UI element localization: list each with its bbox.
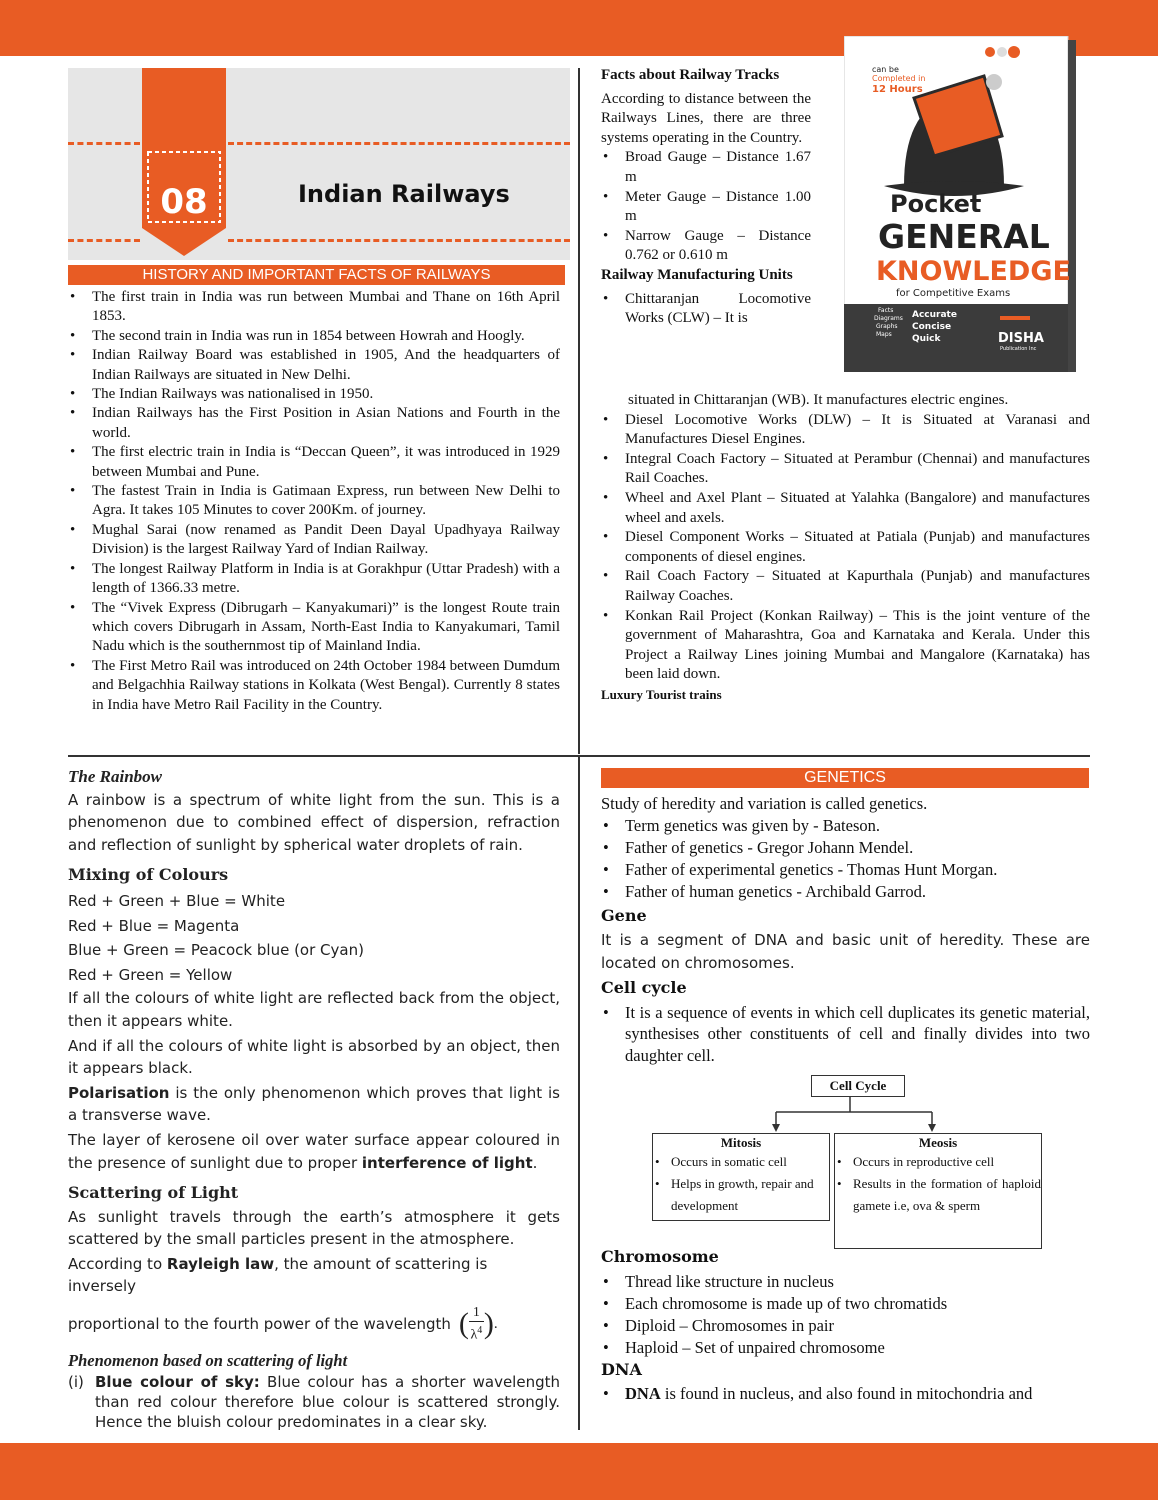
meosis-list bbox=[835, 1151, 1041, 1217]
mitosis-list bbox=[653, 1151, 829, 1217]
column-divider-top bbox=[578, 68, 580, 754]
tracks-section bbox=[601, 66, 811, 329]
cell-heading: Cell cycle bbox=[601, 977, 687, 997]
list-item: • The first electric train in India is “Deccan Queen”, it was introduced in 1929 between Mumbai and Pune. bbox=[68, 443, 560, 482]
kerosene-desc: The layer of kerosene oil over water surface appear coloured in the presence of sunlight due to proper bbox=[68, 1130, 560, 1172]
tracks-heading: Facts about Railway Tracks bbox=[601, 67, 780, 83]
list-item: • The longest Railway Platform in India is at Gorakhpur (Uttar Pradesh) with a length of 1366.33 metre. bbox=[68, 560, 560, 599]
genetics-list bbox=[601, 815, 1090, 903]
list-item: • Helps in growth, repair and development bbox=[653, 1173, 829, 1217]
manufacturing-heading: Railway Manufacturing Units bbox=[601, 266, 793, 283]
polarisation-desc: is the only phenomenon which proves that light is a transverse wave. bbox=[68, 1083, 560, 1125]
manufacturing-first-cont: situated in Chittaranjan (WB). It manufactures electric engines. bbox=[628, 392, 1009, 408]
manufacturing-first bbox=[601, 290, 811, 329]
rayleigh-a: According to bbox=[68, 1254, 167, 1273]
mix-line: Red + Blue = Magenta bbox=[68, 916, 240, 935]
chrom-heading: Chromosome bbox=[601, 1247, 719, 1266]
list-item: • Father of experimental genetics - Thomas Hunt Morgan. bbox=[601, 859, 1090, 881]
list-item: • Thread like structure in nucleus bbox=[601, 1271, 1090, 1293]
book-tag-mid: Completed in bbox=[872, 74, 926, 83]
book-for-exams: for Competitive Exams bbox=[896, 288, 1011, 299]
list-item: • Diesel Locomotive Works (DLW) – It is Situated at Varanasi and Manufactures Diesel Engines. bbox=[601, 411, 1090, 450]
fraction-denominator bbox=[470, 1322, 482, 1344]
list-item: • Integral Coach Factory – Situated at Perambur (Chennai) and manufactures Rail Coaches. bbox=[601, 450, 1090, 489]
section-divider bbox=[68, 755, 1090, 757]
list-item: • The first train in India was run between Mumbai and Thane on 16th April 1853. bbox=[68, 288, 560, 327]
book-cover bbox=[844, 36, 1076, 372]
meosis-heading: Meosis bbox=[918, 1135, 958, 1150]
power: 4 bbox=[477, 1325, 483, 1337]
rainbow-heading: The Rainbow bbox=[68, 767, 162, 786]
interference-term: interference of light bbox=[361, 1153, 533, 1172]
lambda: λ bbox=[470, 1327, 478, 1343]
list-item: • Haploid – Set of unpaired chromosome bbox=[601, 1337, 1090, 1359]
luxury-heading: Luxury Tourist trains bbox=[601, 686, 722, 702]
list-item: • Term genetics was given by - Bateson. bbox=[601, 815, 1090, 837]
list-item: • Diploid – Chromosomes in pair bbox=[601, 1315, 1090, 1337]
cell-cycle-arrows bbox=[760, 1096, 940, 1136]
list-item: • Occurs in reproductive cell bbox=[835, 1151, 1041, 1173]
rayleigh-b: , the amount of scattering is inversely bbox=[68, 1254, 488, 1296]
genetics-heading: GENETICS bbox=[601, 768, 1089, 788]
chrom-list bbox=[601, 1271, 1090, 1359]
book-fact: Maps bbox=[876, 331, 892, 338]
list-item: • Broad Gauge – Distance 1.67 m bbox=[601, 148, 811, 187]
mix-line: Blue + Green = Peacock blue (or Cyan) bbox=[68, 941, 364, 960]
polarisation-term: Polarisation bbox=[68, 1083, 170, 1102]
genetics-intro: Study of heredity and variation is called genetics. bbox=[601, 794, 928, 813]
manufacturing-list bbox=[601, 411, 1090, 685]
rainbow-text: A rainbow is a spectrum of white light from the sun. This is a phenomenon due to combined effect of dispersion, refraction and reflection of sunlight by spherical water droplets of rain. bbox=[68, 790, 560, 854]
sky-desc: Blue colour has a shorter wavelength than red colour therefore blue colour is scattered strongly. Hence the bluish colour predominates in a clear sky. bbox=[95, 1373, 560, 1432]
list-item: • Indian Railways has the First Position in Asian Nations and Fourth in the world. bbox=[68, 404, 560, 443]
book-quality: Concise bbox=[912, 322, 952, 332]
mixing-heading: Mixing of Colours bbox=[68, 865, 229, 885]
fraction: ( $\frac{1}{\lambda^4}$ ) . bbox=[458, 1305, 498, 1343]
chapter-number: 08 bbox=[160, 182, 208, 222]
dna-term: DNA bbox=[625, 1384, 661, 1404]
list-item: • Rail Coach Factory – Situated at Kapurthala (Punjab) and manufactures Railway Coaches. bbox=[601, 567, 1090, 606]
rainbow-section bbox=[68, 766, 560, 1432]
dna-desc: is found in nucleus, and also found in mitochondria and bbox=[660, 1384, 1033, 1404]
book-tag-hours: 12 Hours bbox=[872, 84, 923, 95]
meosis-box bbox=[834, 1133, 1042, 1249]
mix-line: Red + Green + Blue = White bbox=[68, 891, 286, 910]
white-text: If all the colours of white light are reflected back from the object, then it appears white. bbox=[68, 989, 560, 1030]
history-heading: HISTORY AND IMPORTANT FACTS OF RAILWAYS bbox=[68, 265, 565, 285]
period: . bbox=[493, 1315, 498, 1332]
book-publisher-sub: Publication Inc bbox=[1000, 346, 1037, 352]
book-knowledge: KNOWLEDGE bbox=[876, 256, 1071, 287]
rayleigh-text bbox=[68, 1253, 560, 1298]
book-fact: Facts bbox=[878, 307, 894, 314]
sky-number: (i) bbox=[68, 1373, 84, 1392]
list-item: • It is a sequence of events in which cell duplicates its genetic material, synthesises other constituents of cell and finally divides into two daughter cell. bbox=[601, 1002, 1090, 1068]
book-tag-top: can be bbox=[872, 65, 899, 74]
book-quality: Accurate bbox=[912, 310, 957, 320]
rayleigh-term: Rayleigh law bbox=[166, 1254, 275, 1273]
list-item: • Father of human genetics - Archibald Garrod. bbox=[601, 881, 1090, 903]
gene-heading: Gene bbox=[601, 905, 647, 925]
list-item: • Konkan Rail Project (Konkan Railway) – This is the joint venture of the government of Maharashtra, Goa and Karnataka and Kerala. Under this Project a Railway Lines joining Mumbai and Mangalore (Karnataka) has been laid down. bbox=[601, 607, 1090, 685]
dna-heading: DNA bbox=[601, 1359, 642, 1379]
book-fact: Diagrams bbox=[874, 315, 903, 322]
list-item: • Wheel and Axel Plant – Situated at Yalahka (Bangalore) and manufactures wheel and axels. bbox=[601, 489, 1090, 528]
sky-term: Blue colour of sky: bbox=[95, 1373, 260, 1392]
cell-list bbox=[601, 1002, 1090, 1068]
dna-list bbox=[601, 1383, 1090, 1405]
book-publisher: DISHA bbox=[998, 331, 1044, 346]
list-item: • Indian Railway Board was established in 1905, And the headquarters of Indian Railways are situated in New Delhi. bbox=[68, 346, 560, 385]
genetics-top bbox=[601, 793, 1090, 1067]
mitosis-heading: Mitosis bbox=[720, 1135, 762, 1150]
polarisation-text bbox=[68, 1082, 560, 1127]
black-text: And if all the colours of white light is absorbed by an object, then it appears black. bbox=[68, 1036, 560, 1078]
dash-line bbox=[228, 142, 570, 145]
dash-line bbox=[68, 142, 140, 145]
book-pocket: Pocket bbox=[890, 190, 982, 218]
dash-line bbox=[68, 239, 140, 242]
rayleigh-c: proportional to the fourth power of the wavelength bbox=[68, 1314, 451, 1333]
scatter-text: As sunlight travels through the earth’s atmosphere it gets scattered by the small particles present in the atmosphere. bbox=[68, 1207, 560, 1249]
list-item: • The First Metro Rail was introduced on 24th October 1984 between Dumdum and Belgachhia Railway stations in Kolkata (West Bengal). Currently 8 states in India have Metro Rail Facility in the Country. bbox=[68, 657, 560, 715]
manufacturing-section bbox=[601, 391, 1090, 705]
list-item: • Mughal Sarai (now renamed as Pandit Deen Dayal Upadhyaya Railway Division) is the largest Railway Yard of Indian Railway. bbox=[68, 521, 560, 560]
list-item: • Father of genetics - Gregor Johann Mendel. bbox=[601, 837, 1090, 859]
list-item: • Meter Gauge – Distance 1.00 m bbox=[601, 188, 811, 227]
mitosis-box bbox=[652, 1133, 830, 1221]
kerosene-text bbox=[68, 1129, 560, 1174]
phenom-heading: Phenomenon based on scattering of light bbox=[68, 1350, 348, 1370]
column-divider-bottom bbox=[578, 757, 580, 1430]
chromosome-section bbox=[601, 1246, 1090, 1405]
history-list bbox=[68, 288, 560, 715]
dash-line bbox=[228, 239, 570, 242]
tracks-list bbox=[601, 148, 811, 266]
scatter-heading: Scattering of Light bbox=[68, 1183, 239, 1203]
gene-text: It is a segment of DNA and basic unit of heredity. These are located on chromosomes. bbox=[601, 931, 1090, 973]
list-item: • The fastest Train in India is Gatimaan Express, run between New Delhi to Agra. It takes 105 Minutes to cover 200Km. of journey. bbox=[68, 482, 560, 521]
list-item bbox=[601, 1383, 1090, 1405]
book-general: GENERAL bbox=[878, 217, 1050, 256]
cell-cycle-root: Cell Cycle bbox=[811, 1075, 905, 1097]
chapter-ribbon bbox=[142, 68, 226, 258]
tracks-intro: According to distance between the Railways Lines, there are three systems operating in the Country. bbox=[601, 90, 811, 146]
bottom-band bbox=[0, 1443, 1158, 1500]
list-item: • Each chromosome is made up of two chromatids bbox=[601, 1293, 1090, 1315]
rayleigh-formula bbox=[68, 1304, 560, 1344]
list-item: • Results in the formation of haploid gamete i.e, ova & sperm bbox=[835, 1173, 1041, 1217]
chapter-title: Indian Railways bbox=[298, 180, 510, 208]
mix-line: Red + Green = Yellow bbox=[68, 965, 233, 984]
list-item: • Chittaranjan Locomotive Works (CLW) – It is bbox=[601, 290, 811, 329]
list-item: • Diesel Component Works – Situated at Patiala (Punjab) and manufactures components of diesel engines. bbox=[601, 528, 1090, 567]
list-item: • Narrow Gauge – Distance 0.762 or 0.610 m bbox=[601, 227, 811, 266]
list-item: • The second train in India was run in 1854 between Howrah and Hoogly. bbox=[68, 327, 560, 346]
book-fact: Graphs bbox=[876, 323, 898, 330]
fraction-numerator: 1 bbox=[469, 1304, 484, 1322]
kerosene-end: . bbox=[532, 1153, 538, 1172]
book-quality: Quick bbox=[912, 334, 941, 344]
list-item: • The Indian Railways was nationalised in 1950. bbox=[68, 385, 560, 404]
list-item: • Occurs in somatic cell bbox=[653, 1151, 829, 1173]
list-item: • The “Vivek Express (Dibrugarh – Kanyakumari)” is the longest Route train which covers Dibrugarh in Assam, North-East India to Kanyakumari, Tamil Nadu which is the southernmost tip of Mainland India. bbox=[68, 599, 560, 657]
sky-item bbox=[68, 1372, 560, 1432]
